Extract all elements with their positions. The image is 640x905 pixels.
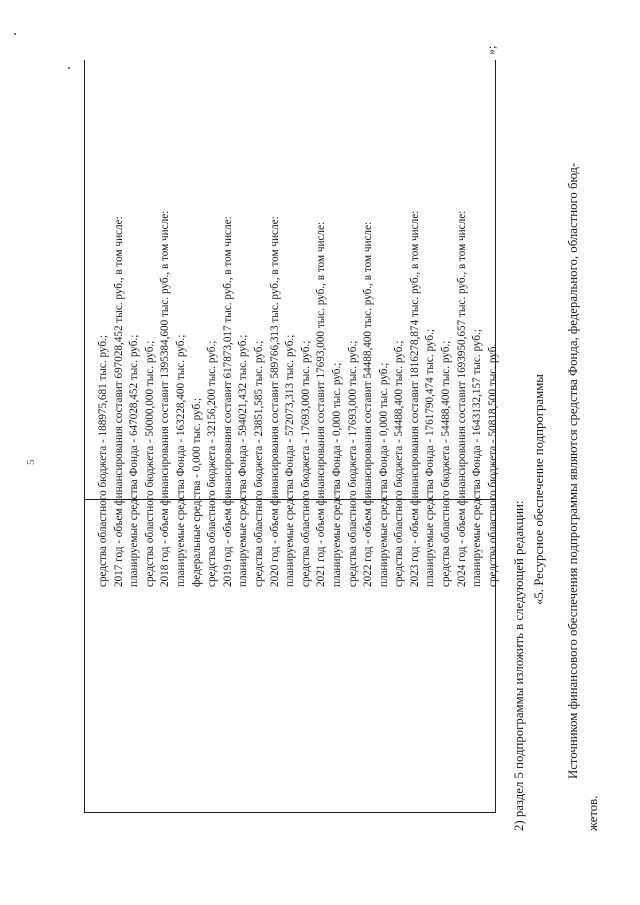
- table-line: средства областного бюджета - 32156,200 тыс. руб.;: [206, 340, 219, 587]
- table-line: средства областного бюджета - 23851,585 тыс. руб.;: [252, 340, 265, 587]
- table-line: 2022 год - объем финансирования составит 54488,400 тыс. руб., в том числе:: [362, 221, 375, 587]
- table-line: 2018 год - объем финансирования составит 1395384,600 тыс. руб., в том числе:: [159, 210, 172, 587]
- paragraph-line: жетов.: [586, 795, 600, 831]
- resource-table-text: [96, 57, 501, 587]
- section-heading: «5. Ресурсное обеспечение подпрограммы: [532, 374, 546, 605]
- table-line: 2024 год - объем финансирования составит 1693950,657 тыс. руб., в том числе:: [455, 210, 468, 587]
- table-line: планируемые средства Фонда - 647028,452 тыс. руб.;: [128, 334, 141, 587]
- table-line: 2020 год - объем финансирования составит 589766,313 тыс. руб., в том числе:: [268, 216, 281, 587]
- table-line: 2021 год - объем финансирования составит 17693,000 тыс. руб., в том числе:: [315, 221, 328, 587]
- closing-quote: »;: [484, 45, 498, 55]
- table-line: средства областного бюджета - 17693,000 тыс. руб.;: [346, 340, 359, 587]
- table-line: федеральные средства - 0,000 тыс. руб.;: [190, 397, 203, 587]
- page-number: 5: [25, 459, 37, 465]
- paragraph-line: Источником финансового обеспечения подпрограммы являются средства Фонда, федерального, областного бюд-: [566, 162, 580, 779]
- table-line: средства областного бюджета - 50818,500 тыс. руб.: [486, 343, 499, 587]
- table-line: планируемые средства Фонда - 1643132,157 тыс. руб.;: [471, 329, 484, 587]
- table-line: 2023 год - объем финансирования составит 1816278,874 тыс. руб., в том числе:: [408, 210, 421, 587]
- table-line: планируемые средства Фонда - 572073,313 тыс. руб.;: [284, 334, 297, 587]
- table-line: средства областного бюджета - 54488,400 тыс. руб.;: [393, 340, 406, 587]
- table-line: планируемые средства Фонда - 163228,400 тыс. руб.;: [174, 334, 187, 587]
- table-line: планируемые средства Фонда - 0,000 тыс. руб.;: [330, 362, 343, 587]
- table-line: средства областного бюджета - 54488,400 тыс. руб.;: [440, 340, 453, 587]
- table-line: средства областного бюджета - 188975,681 тыс. руб.;: [97, 335, 109, 587]
- table-line: 2017 год - объем финансирования составит 697028,452 тыс. руб., в том числе:: [112, 216, 125, 587]
- table-line: 2019 год - объем финансирования составит 617873,017 тыс. руб., в том числе:: [221, 216, 234, 587]
- scan-speck: [14, 33, 16, 35]
- table-line: средства областного бюджета - 17693,000 тыс. руб.;: [299, 340, 312, 587]
- amendment-instruction: 2) раздел 5 подпрограммы изложить в следующей редакции:: [512, 500, 526, 831]
- table-line: средства областного бюджета - 50000,000 тыс. руб.;: [143, 340, 156, 587]
- table-line: планируемые средства Фонда - 594021,432 тыс. руб.;: [237, 334, 250, 587]
- table-line: планируемые средства Фонда - 1761790,474 тыс. руб.;: [424, 329, 437, 587]
- table-line: планируемые средства Фонда - 0,000 тыс. руб.;: [377, 362, 390, 587]
- scan-speck: [68, 67, 70, 69]
